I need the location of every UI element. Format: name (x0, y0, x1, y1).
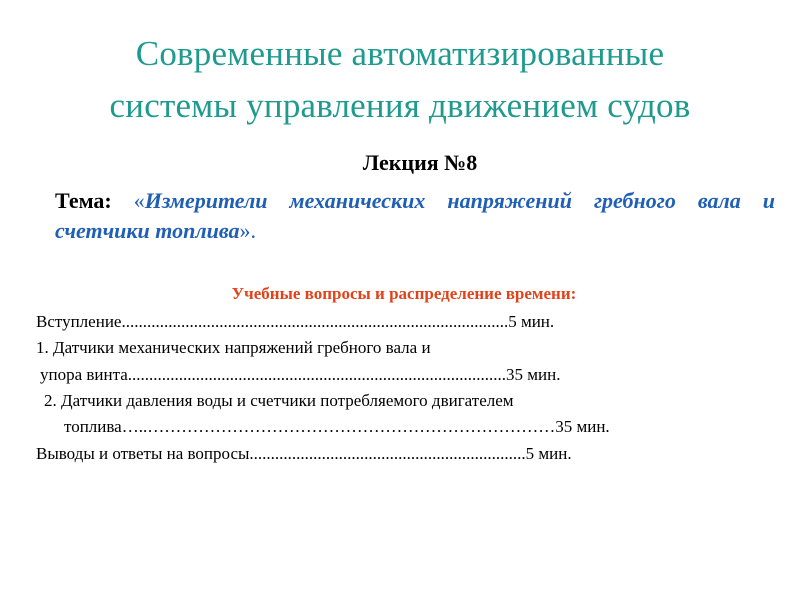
schedule-line-question-2-cont: топлива…..………………………………………………………………35 мин. (64, 417, 610, 436)
schedule-line-question-2: 2. Датчики давления воды и счетчики потребляемого двигателем (44, 391, 514, 410)
schedule-line-question-1: 1. Датчики механических напряжений гребного вала и (36, 338, 431, 357)
schedule-line-question-1-cont: упора винта.........................................................................................35 мин. (40, 365, 561, 384)
lecture-number: Лекция №8 (362, 150, 478, 175)
questions-heading: Учебные вопросы и распределение времени: (231, 284, 577, 303)
topic-paragraph (55, 186, 775, 246)
topic-label: Тема: (55, 188, 112, 213)
topic-text: Измерители механических напряжений гребного вала и счетчики топлива (55, 188, 776, 243)
slide-title-line-1: Современные автоматизированные (135, 34, 665, 73)
schedule-line-introduction: Вступление...........................................................................................5 мин. (36, 312, 555, 331)
topic-open-quote: « (133, 188, 145, 213)
slide-title-line-2: системы управления движением судов (109, 86, 691, 125)
topic-close-quote: ». (239, 218, 257, 243)
slide-title (0, 28, 800, 132)
schedule-line-conclusions: Выводы и ответы на вопросы.................................................................5 мин. (36, 444, 572, 463)
